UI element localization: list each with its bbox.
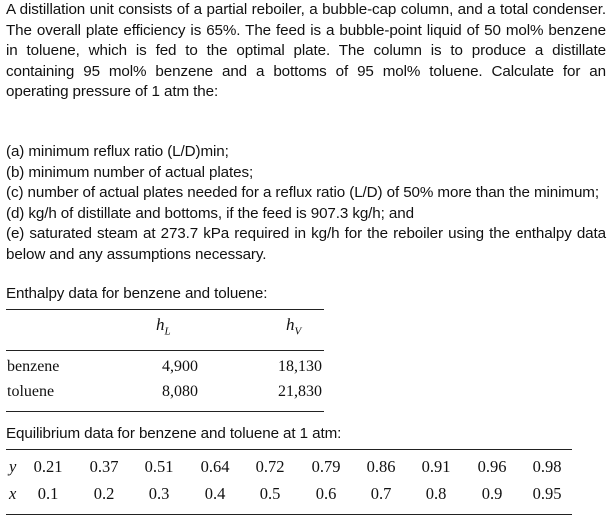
x-value: 0.9 xyxy=(481,484,503,503)
y-value: 0.79 xyxy=(311,457,341,476)
x-value: 0.95 xyxy=(532,484,562,503)
table-row xyxy=(6,383,324,405)
component-name: benzene xyxy=(7,358,60,375)
vapor-enthalpy-value: 21,830 xyxy=(278,383,322,400)
equilibrium-table xyxy=(6,449,572,519)
enthalpy-mid-rule xyxy=(6,350,324,351)
equilibrium-top-rule xyxy=(6,449,572,450)
problem-page xyxy=(6,0,606,524)
y-value: 0.91 xyxy=(421,457,451,476)
header-vapor-enthalpy: $h_V$ xyxy=(286,315,302,338)
vapor-enthalpy-value: 18,130 xyxy=(278,358,322,375)
liquid-enthalpy-value: 8,080 xyxy=(162,383,198,400)
x-label: x xyxy=(9,484,17,503)
liquid-enthalpy-value: 4,900 xyxy=(162,358,198,375)
x-value: 0.5 xyxy=(259,484,281,503)
x-value: 0.8 xyxy=(425,484,447,503)
part-c: (c) number of actual plates needed for a reflux ratio (L/D) of 50% more than the minimum; xyxy=(6,184,599,202)
y-value: 0.21 xyxy=(33,457,63,476)
enthalpy-top-rule xyxy=(6,309,324,310)
x-value: 0.1 xyxy=(37,484,59,503)
x-value: 0.6 xyxy=(315,484,337,503)
part-d: (d) kg/h of distillate and bottoms, if the feed is 907.3 kg/h; and xyxy=(6,204,414,222)
y-value: 0.37 xyxy=(89,457,119,476)
part-e: (e) saturated steam at 273.7 kPa required in kg/h for the reboiler using the enthalpy data xyxy=(6,225,606,243)
x-value: 0.4 xyxy=(204,484,226,503)
x-value: 0.2 xyxy=(93,484,115,503)
enthalpy-bottom-rule xyxy=(6,411,324,412)
equilibrium-bottom-rule xyxy=(6,514,572,515)
y-value: 0.64 xyxy=(200,457,230,476)
equilibrium-caption: Equilibrium data for benzene and toluene at 1 atm: xyxy=(6,425,342,442)
part-b: (b) minimum number of actual plates; xyxy=(6,163,254,181)
y-value: 0.98 xyxy=(532,457,562,476)
y-value: 0.72 xyxy=(255,457,285,476)
table-row xyxy=(6,358,324,380)
x-value: 0.7 xyxy=(370,484,392,503)
y-value: 0.51 xyxy=(144,457,174,476)
problem-intro: A distillation unit consists of a partial reboiler, a bubble-cap column, and a total condenser. The overall plate efficiency is 65%. The feed is a bubble-point liquid of 50 mol% benzene in toluene, which is fed to the optimal plate. The column is to produce a distillate containing 95 mol% benzene and a bottoms of 95 mol% toluene. Calculate for an operating pressure of 1 atm the: xyxy=(6,1,606,101)
enthalpy-caption: Enthalpy data for benzene and toluene: xyxy=(6,285,268,302)
y-value: 0.96 xyxy=(477,457,507,476)
equilibrium-row-y xyxy=(6,457,572,479)
y-label: y xyxy=(9,457,17,476)
component-name: toluene xyxy=(7,383,55,400)
part-a: (a) minimum reflux ratio (L/D)min; xyxy=(6,143,229,160)
problem-parts xyxy=(6,142,606,266)
part-e-continued: below and any assumptions necessary. xyxy=(6,245,267,263)
x-value: 0.3 xyxy=(148,484,170,503)
y-value: 0.86 xyxy=(366,457,396,476)
header-liquid-enthalpy: $h_L$ xyxy=(156,315,171,338)
equilibrium-row-x xyxy=(6,484,572,506)
